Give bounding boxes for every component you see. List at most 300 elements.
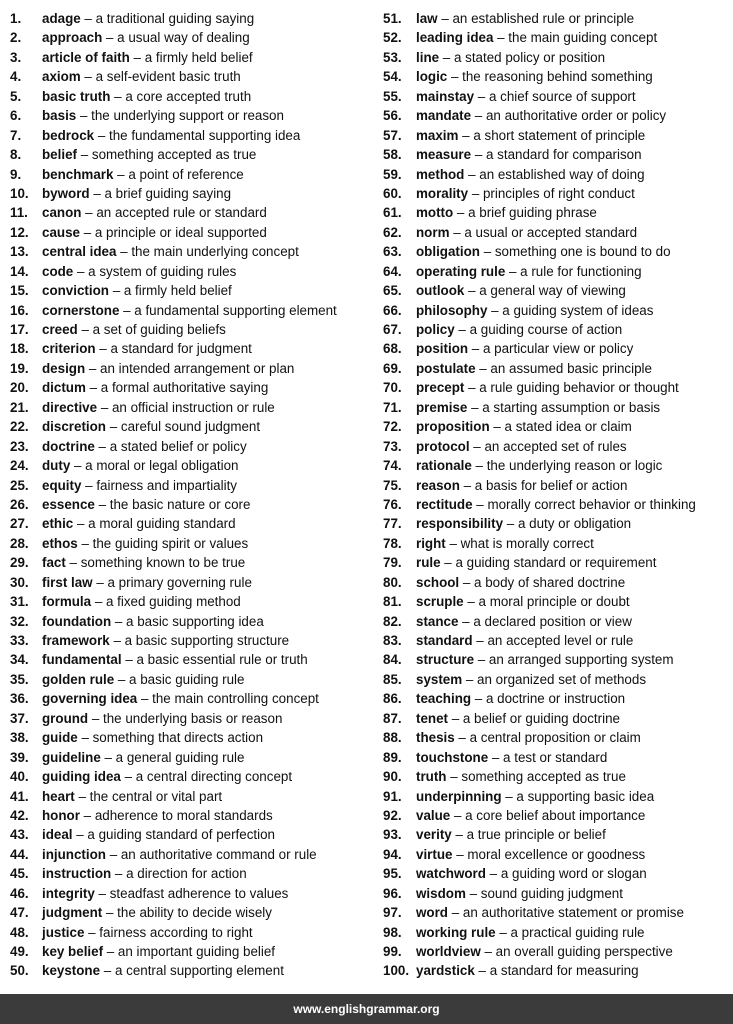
item-number: 20. <box>10 380 29 396</box>
item-definition: – an accepted level or rule <box>472 633 634 648</box>
list-item <box>10 553 380 572</box>
item-definition: – something one is bound to do <box>479 244 671 260</box>
item-term: honor <box>42 807 80 823</box>
item-number: 26. <box>10 496 29 512</box>
item-definition: – a moral or legal obligation <box>70 458 239 474</box>
list-item <box>383 825 731 844</box>
item-term: dictum <box>42 380 86 396</box>
item-definition: – the guiding spirit or values <box>77 535 249 551</box>
item-term: heart <box>42 788 75 804</box>
item-definition: – a test or standard <box>488 749 608 765</box>
item-number: 66. <box>383 302 402 318</box>
item-term: mainstay <box>416 88 475 104</box>
item-definition: – an accepted set of rules <box>469 438 627 454</box>
list-item <box>10 767 380 786</box>
item-term: watchword <box>416 866 486 882</box>
item-definition: – a doctrine or instruction <box>471 691 626 707</box>
item-number: 33. <box>10 633 29 648</box>
item-definition: – a system of guiding rules <box>73 263 237 279</box>
item-number: 16. <box>10 302 29 318</box>
item-number: 51. <box>383 11 402 26</box>
item-term: right <box>416 535 446 551</box>
item-number: 4. <box>10 69 22 85</box>
item-definition: – sound guiding judgment <box>465 885 623 901</box>
item-number: 37. <box>10 710 29 726</box>
item-number: 9. <box>10 166 22 182</box>
item-number: 65. <box>383 283 402 299</box>
item-definition: – a guiding standard or requirement <box>440 555 657 571</box>
item-term: teaching <box>416 691 472 707</box>
item-number: 3. <box>10 49 22 65</box>
item-term: governing idea <box>42 691 138 707</box>
item-number: 85. <box>383 671 402 687</box>
item-number: 67. <box>383 322 402 337</box>
list-item <box>383 456 731 475</box>
list-item <box>10 48 380 67</box>
list-item <box>10 592 380 611</box>
word-list-right-column <box>383 9 731 981</box>
item-term: value <box>416 807 451 823</box>
item-definition: – a basic guiding rule <box>114 671 245 687</box>
list-item <box>10 301 380 320</box>
item-term: responsibility <box>416 516 504 532</box>
list-item <box>383 9 731 28</box>
item-definition: – a usual or accepted standard <box>449 224 638 240</box>
list-item <box>10 845 380 864</box>
item-number: 72. <box>383 419 402 435</box>
item-number: 75. <box>383 477 402 493</box>
list-item <box>10 787 380 806</box>
item-number: 58. <box>383 147 402 163</box>
list-item <box>10 884 380 903</box>
list-item <box>10 281 380 300</box>
item-number: 55. <box>383 88 402 104</box>
list-item <box>383 573 731 592</box>
item-term: foundation <box>42 613 112 629</box>
item-term: design <box>42 360 86 376</box>
item-number: 45. <box>10 866 29 882</box>
item-definition: – a guiding standard of perfection <box>72 827 276 843</box>
item-number: 14. <box>10 263 29 279</box>
item-term: basic truth <box>42 88 111 104</box>
item-term: yardstick <box>416 963 475 979</box>
item-term: code <box>42 263 74 279</box>
item-number: 17. <box>10 322 29 337</box>
item-number: 1. <box>10 11 22 26</box>
list-item <box>10 87 380 106</box>
item-definition: – a true principle or belief <box>451 827 606 843</box>
item-definition: – a central proposition or claim <box>454 730 641 746</box>
list-item <box>383 301 731 320</box>
item-term: maxim <box>416 127 459 143</box>
item-number: 35. <box>10 671 29 687</box>
item-definition: – fairness according to right <box>84 924 253 940</box>
item-number: 64. <box>383 263 402 279</box>
list-item <box>383 942 731 961</box>
list-item <box>383 145 731 164</box>
item-number: 40. <box>10 769 29 785</box>
item-definition: – a stated belief or policy <box>94 438 247 454</box>
item-number: 54. <box>383 69 402 85</box>
item-definition: – the ability to decide wisely <box>102 905 272 921</box>
item-number: 89. <box>383 749 402 765</box>
item-term: equity <box>42 477 82 493</box>
item-number: 78. <box>383 535 402 551</box>
item-definition: – a moral principle or doubt <box>463 594 630 610</box>
item-number: 43. <box>10 827 29 843</box>
list-item <box>383 359 731 378</box>
list-item <box>10 864 380 883</box>
item-term: cornerstone <box>42 302 120 318</box>
item-number: 48. <box>10 924 29 940</box>
item-term: verity <box>416 827 452 843</box>
list-item <box>383 437 731 456</box>
item-definition: – something accepted as true <box>446 769 626 785</box>
item-term: leading idea <box>416 30 494 46</box>
list-item <box>10 476 380 495</box>
list-item <box>383 748 731 767</box>
item-number: 80. <box>383 574 402 590</box>
item-number: 79. <box>383 555 402 571</box>
item-definition: – the main underlying concept <box>116 244 299 260</box>
item-number: 23. <box>10 438 29 454</box>
list-item <box>10 437 380 456</box>
list-item <box>383 728 731 747</box>
item-definition: – a standard for comparison <box>471 147 642 163</box>
item-number: 15. <box>10 283 29 299</box>
item-term: proposition <box>416 419 490 435</box>
item-number: 39. <box>10 749 29 765</box>
item-term: guiding idea <box>42 769 121 785</box>
item-definition: – the underlying reason or logic <box>471 458 663 474</box>
item-definition: – a self-evident basic truth <box>80 69 241 85</box>
item-term: outlook <box>416 283 465 299</box>
item-number: 76. <box>383 496 402 512</box>
item-term: bedrock <box>42 127 95 143</box>
item-definition: – morally correct behavior or thinking <box>472 496 696 512</box>
list-item <box>10 728 380 747</box>
list-item <box>383 87 731 106</box>
item-term: ground <box>42 710 89 726</box>
list-item <box>10 573 380 592</box>
list-item <box>10 378 380 397</box>
item-term: essence <box>42 496 95 512</box>
item-number: 34. <box>10 652 29 668</box>
item-number: 61. <box>383 205 402 221</box>
item-definition: – a basic supporting idea <box>111 613 264 629</box>
item-definition: – a basic supporting structure <box>109 633 290 648</box>
item-number: 59. <box>383 166 402 182</box>
list-item <box>383 281 731 300</box>
list-item <box>10 126 380 145</box>
item-term: judgment <box>42 905 103 921</box>
item-term: ideal <box>42 827 73 843</box>
item-term: basis <box>42 108 77 124</box>
list-item <box>383 242 731 261</box>
item-definition: – an official instruction or rule <box>97 399 275 415</box>
list-item <box>10 612 380 631</box>
list-item <box>383 184 731 203</box>
item-term: byword <box>42 185 90 201</box>
item-definition: – the fundamental supporting idea <box>94 127 301 143</box>
item-definition: – an authoritative order or policy <box>471 108 667 124</box>
item-number: 24. <box>10 458 29 474</box>
item-number: 83. <box>383 633 402 648</box>
item-term: instruction <box>42 866 112 882</box>
item-definition: – something that directs action <box>77 730 264 746</box>
item-definition: – a traditional guiding saying <box>80 11 255 26</box>
item-term: guideline <box>42 749 101 765</box>
list-item <box>383 845 731 864</box>
item-definition: – a standard for measuring <box>474 963 639 979</box>
list-item <box>10 203 380 222</box>
list-item <box>383 923 731 942</box>
item-definition: – the underlying basis or reason <box>88 710 283 726</box>
item-definition: – the basic nature or core <box>94 496 251 512</box>
item-number: 74. <box>383 458 402 474</box>
list-item <box>383 165 731 184</box>
list-item <box>10 67 380 86</box>
item-number: 91. <box>383 788 402 804</box>
item-term: rectitude <box>416 496 473 512</box>
item-definition: – an authoritative command or rule <box>105 846 317 862</box>
item-term: ethic <box>42 516 74 532</box>
list-item <box>10 514 380 533</box>
word-list-left-column <box>10 9 380 981</box>
item-term: truth <box>416 769 447 785</box>
item-definition: – a brief guiding phrase <box>453 205 597 221</box>
item-term: obligation <box>416 244 480 260</box>
item-number: 46. <box>10 885 29 901</box>
item-term: golden rule <box>42 671 115 687</box>
item-number: 8. <box>10 147 22 163</box>
list-item <box>10 242 380 261</box>
item-definition: – a basis for belief or action <box>459 477 628 493</box>
item-definition: – an authoritative statement or promise <box>448 905 684 921</box>
list-item <box>383 631 731 650</box>
item-definition: – an overall guiding perspective <box>480 944 673 959</box>
item-term: discretion <box>42 419 106 435</box>
item-number: 56. <box>383 108 402 124</box>
footer-url: www.englishgrammar.org <box>293 1002 440 1016</box>
item-term: benchmark <box>42 166 114 182</box>
item-number: 25. <box>10 477 29 493</box>
item-number: 5. <box>10 88 22 104</box>
item-term: approach <box>42 30 103 46</box>
item-term: directive <box>42 399 98 415</box>
item-definition: – a core belief about importance <box>450 807 646 823</box>
item-number: 94. <box>383 846 402 862</box>
item-number: 63. <box>383 244 402 260</box>
item-number: 41. <box>10 788 29 804</box>
item-term: tenet <box>416 710 448 726</box>
item-term: cause <box>42 224 80 240</box>
item-term: conviction <box>42 283 109 299</box>
list-item <box>10 9 380 28</box>
item-term: canon <box>42 205 82 221</box>
list-item <box>10 650 380 669</box>
list-item <box>383 612 731 631</box>
item-term: reason <box>416 477 460 493</box>
item-number: 90. <box>383 769 402 785</box>
list-item <box>383 476 731 495</box>
item-number: 73. <box>383 438 402 454</box>
item-definition: – a starting assumption or basis <box>467 399 661 415</box>
item-definition: – fairness and impartiality <box>81 477 237 493</box>
item-definition: – a stated idea or claim <box>489 419 632 435</box>
item-number: 49. <box>10 944 29 959</box>
item-term: precept <box>416 380 465 396</box>
item-definition: – the reasoning behind something <box>447 69 653 85</box>
item-term: rationale <box>416 458 472 474</box>
item-term: underpinning <box>416 788 502 804</box>
item-term: duty <box>42 458 71 474</box>
item-number: 71. <box>383 399 402 415</box>
item-term: system <box>416 671 463 687</box>
list-item <box>10 262 380 281</box>
item-term: first law <box>42 574 93 590</box>
item-definition: – a short statement of principle <box>458 127 646 143</box>
item-term: mandate <box>416 108 472 124</box>
item-definition: – something accepted as true <box>76 147 257 163</box>
list-item <box>383 378 731 397</box>
list-item <box>10 320 380 339</box>
item-number: 27. <box>10 516 29 532</box>
item-term: scruple <box>416 594 464 610</box>
list-item <box>383 339 731 358</box>
item-definition: – a general way of viewing <box>464 283 626 299</box>
list-item <box>383 320 731 339</box>
item-term: logic <box>416 69 448 85</box>
item-number: 68. <box>383 341 402 357</box>
item-definition: – a particular view or policy <box>468 341 634 357</box>
item-definition: – a duty or obligation <box>503 516 632 532</box>
item-definition: – a standard for judgment <box>95 341 252 357</box>
item-number: 13. <box>10 244 29 260</box>
item-definition: – a usual way of dealing <box>102 30 250 46</box>
list-item <box>10 456 380 475</box>
item-term: line <box>416 49 440 65</box>
item-definition: – a central supporting element <box>100 963 284 979</box>
item-definition: – a point of reference <box>113 166 244 182</box>
list-item <box>383 417 731 436</box>
item-term: school <box>416 574 460 590</box>
item-number: 12. <box>10 224 29 240</box>
item-definition: – a primary governing rule <box>92 574 252 590</box>
item-term: motto <box>416 205 454 221</box>
item-term: guide <box>42 730 78 746</box>
item-definition: – a formal authoritative saying <box>85 380 269 396</box>
list-item <box>383 670 731 689</box>
item-number: 92. <box>383 807 402 823</box>
item-definition: – a guiding word or slogan <box>485 866 647 882</box>
item-term: keystone <box>42 963 101 979</box>
item-definition: – what is morally correct <box>445 535 594 551</box>
item-definition: – an established rule or principle <box>437 11 635 26</box>
item-term: word <box>416 905 448 921</box>
item-number: 47. <box>10 905 29 921</box>
item-definition: – a chief source of support <box>474 88 636 104</box>
item-definition: – an important guiding belief <box>103 944 276 959</box>
item-number: 38. <box>10 730 29 746</box>
list-item <box>383 126 731 145</box>
item-definition: – the main controlling concept <box>137 691 319 707</box>
item-term: belief <box>42 147 77 163</box>
list-item <box>10 398 380 417</box>
item-term: postulate <box>416 360 476 376</box>
item-definition: – the central or vital part <box>74 788 223 804</box>
list-item <box>383 203 731 222</box>
item-number: 19. <box>10 360 29 376</box>
item-term: criterion <box>42 341 96 357</box>
item-number: 86. <box>383 691 402 707</box>
item-number: 21. <box>10 399 29 415</box>
item-definition: – a supporting basic idea <box>501 788 655 804</box>
list-item <box>383 767 731 786</box>
item-number: 60. <box>383 185 402 201</box>
item-term: article of faith <box>42 49 130 65</box>
item-definition: – a core accepted truth <box>110 88 252 104</box>
list-item <box>10 339 380 358</box>
item-term: policy <box>416 322 455 337</box>
list-item <box>10 165 380 184</box>
item-number: 22. <box>10 419 29 435</box>
item-term: premise <box>416 399 468 415</box>
item-number: 95. <box>383 866 402 882</box>
item-definition: – careful sound judgment <box>106 419 261 435</box>
item-number: 81. <box>383 594 402 610</box>
list-item <box>10 359 380 378</box>
item-definition: – an organized set of methods <box>462 671 647 687</box>
item-term: philosophy <box>416 302 488 318</box>
list-item <box>383 689 731 708</box>
list-item <box>10 806 380 825</box>
list-item <box>10 689 380 708</box>
item-definition: – an intended arrangement or plan <box>85 360 295 376</box>
list-item <box>10 495 380 514</box>
item-term: creed <box>42 322 78 337</box>
item-definition: – an assumed basic principle <box>475 360 652 376</box>
list-item <box>383 48 731 67</box>
list-item <box>10 903 380 922</box>
item-definition: – a firmly held belief <box>129 49 253 65</box>
item-term: doctrine <box>42 438 95 454</box>
item-number: 31. <box>10 594 29 610</box>
item-number: 44. <box>10 846 29 862</box>
list-item <box>383 262 731 281</box>
item-term: fundamental <box>42 652 122 668</box>
item-number: 18. <box>10 341 29 357</box>
item-definition: – a fundamental supporting element <box>119 302 337 318</box>
list-item <box>383 903 731 922</box>
item-number: 84. <box>383 652 402 668</box>
list-item <box>10 961 380 980</box>
list-item <box>10 145 380 164</box>
item-number: 42. <box>10 807 29 823</box>
item-number: 30. <box>10 574 29 590</box>
item-number: 70. <box>383 380 402 396</box>
list-item <box>10 184 380 203</box>
list-item <box>383 398 731 417</box>
item-number: 36. <box>10 691 29 707</box>
item-number: 10. <box>10 185 29 201</box>
item-term: fact <box>42 555 66 571</box>
item-term: norm <box>416 224 450 240</box>
item-term: protocol <box>416 438 470 454</box>
item-number: 53. <box>383 49 402 65</box>
item-definition: – a declared position or view <box>458 613 632 629</box>
list-item <box>10 631 380 650</box>
